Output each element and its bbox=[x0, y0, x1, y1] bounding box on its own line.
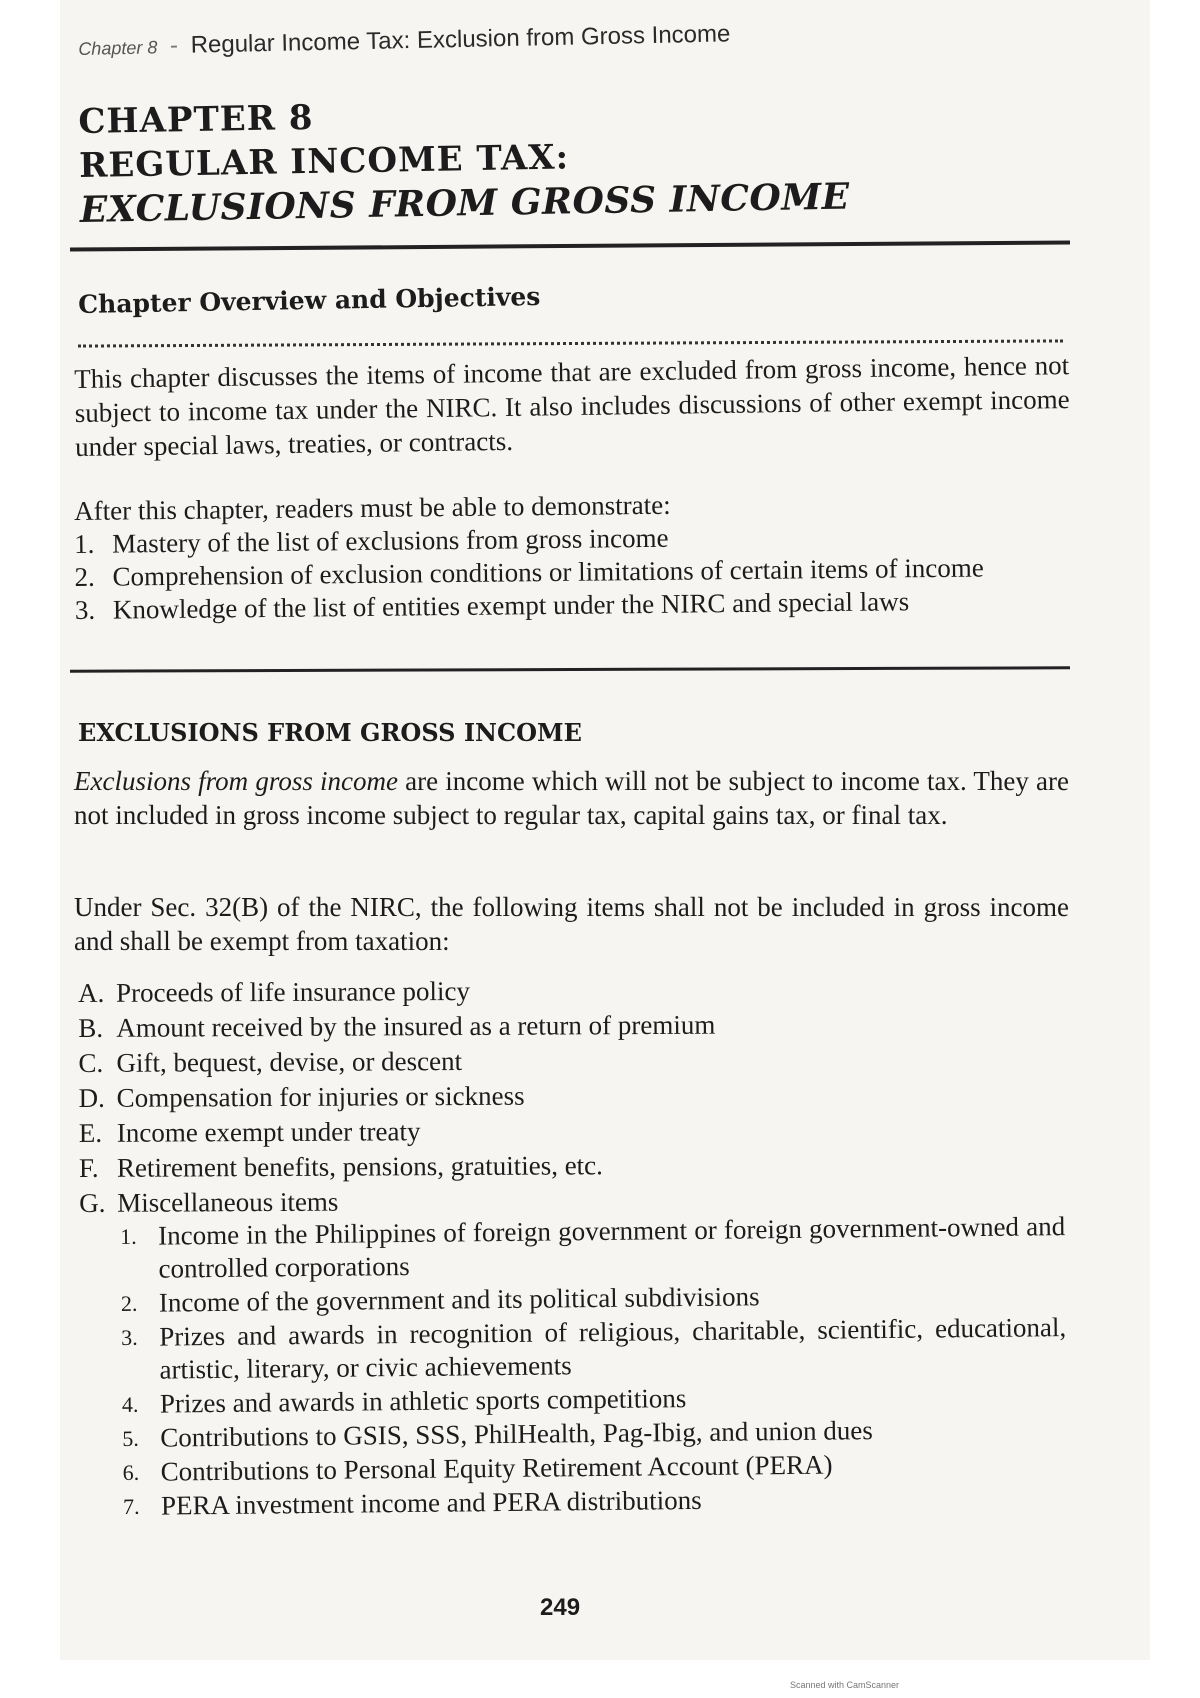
exclusion-item-marker: C. bbox=[78, 1047, 104, 1078]
exclusion-item-text: Amount received by the insured as a return of premium bbox=[116, 1009, 716, 1043]
running-head-title: Regular Income Tax: Exclusion from Gross Income bbox=[190, 20, 731, 59]
misc-item-text: Income of the government and its political subdivisions bbox=[158, 1281, 760, 1318]
objective-item-text: Knowledge of the list of entities exempt under the NIRC and special laws bbox=[112, 586, 910, 625]
exclusions-heading: EXCLUSIONS FROM GROSS INCOME bbox=[78, 718, 582, 747]
exclusion-item-marker: B. bbox=[78, 1012, 104, 1043]
exclusion-item-text: Proceeds of life insurance policy bbox=[116, 975, 471, 1008]
misc-item-marker: 3. bbox=[121, 1324, 138, 1350]
running-head-chapter: Chapter 8 bbox=[78, 37, 158, 59]
exclusion-item-text: Income exempt under treaty bbox=[116, 1116, 421, 1148]
overview-heading: Chapter Overview and Objectives bbox=[78, 281, 541, 319]
misc-item bbox=[120, 1210, 1066, 1286]
objectives-list bbox=[74, 518, 1070, 627]
overview-intro: This chapter discusses the items of income that are excluded from gross income, hence not subject to income tax under the NIRC. It also includes discussions of other exempt income under special laws, treaties, or contracts. bbox=[74, 350, 1070, 462]
exclusion-item-marker: A. bbox=[78, 977, 105, 1008]
exclusion-item-marker: D. bbox=[78, 1082, 105, 1113]
chapter-subtitle: EXCLUSIONS FROM GROSS INCOME bbox=[79, 175, 850, 231]
chapter-number: CHAPTER 8 bbox=[78, 97, 314, 142]
sec-32b-lead: Under Sec. 32(B) of the NIRC, the following items shall not be included in gross income and shall be exempt from taxation: bbox=[74, 892, 1069, 956]
misc-item-marker: 4. bbox=[121, 1391, 139, 1417]
misc-item-text: Prizes and awards in recognition of religious, charitable, scientific, educational, artistic, literary, or civic achievements bbox=[159, 1312, 1067, 1385]
exclusion-item-text: Miscellaneous items bbox=[117, 1186, 339, 1218]
misc-item-text: Contributions to Personal Equity Retirement Account (PERA) bbox=[160, 1449, 833, 1487]
exclusions-list bbox=[78, 971, 1069, 1221]
misc-item-marker: 2. bbox=[120, 1290, 138, 1316]
exclusion-item bbox=[79, 1146, 1069, 1186]
page-number: 249 bbox=[540, 1594, 581, 1621]
running-head-separator: - bbox=[169, 31, 179, 60]
objective-item-marker: 2. bbox=[74, 561, 95, 592]
objective-item-marker: 3. bbox=[74, 594, 96, 625]
exclusion-item-marker: E. bbox=[78, 1117, 103, 1148]
definition-rest: are income which will not be subject to income tax. They are not included in gross income subject to regular tax, capital gains tax, or final tax. bbox=[74, 766, 1069, 830]
exclusion-item-marker: G. bbox=[79, 1187, 106, 1218]
misc-item-text: Income in the Philippines of foreign government or foreign government-owned and controlled corporations bbox=[158, 1211, 1066, 1284]
misc-item bbox=[121, 1311, 1067, 1387]
exclusion-item bbox=[78, 1006, 1068, 1046]
definition-term: Exclusions from gross income bbox=[74, 766, 398, 796]
exclusion-item bbox=[79, 1076, 1069, 1116]
chapter-title-line: REGULAR INCOME TAX: bbox=[78, 137, 570, 186]
miscellaneous-items-list bbox=[120, 1210, 1068, 1524]
misc-item-text: Contributions to GSIS, SSS, PhilHealth, Pag-Ibig, and union dues bbox=[160, 1415, 873, 1453]
misc-item-text: PERA investment income and PERA distributions bbox=[160, 1484, 702, 1521]
misc-item-marker: 5. bbox=[122, 1425, 139, 1451]
misc-item-marker: 1. bbox=[120, 1223, 137, 1249]
exclusion-item-text: Retirement benefits, pensions, gratuities, etc. bbox=[116, 1150, 603, 1183]
scanner-watermark: Scanned with CamScanner bbox=[790, 1680, 900, 1690]
exclusion-item bbox=[79, 1111, 1069, 1151]
misc-item-marker: 7. bbox=[122, 1493, 140, 1519]
objective-item-marker: 1. bbox=[74, 528, 95, 559]
objective-item-text: Mastery of the list of exclusions from gross income bbox=[112, 522, 669, 559]
objectives-lead: After this chapter, readers must be able to demonstrate: bbox=[74, 489, 671, 526]
exclusions-definition bbox=[74, 764, 1069, 832]
exclusion-item bbox=[78, 971, 1068, 1011]
exclusion-item-text: Compensation for injuries or sickness bbox=[116, 1080, 525, 1113]
exclusion-item-text: Gift, bequest, devise, or descent bbox=[116, 1045, 463, 1078]
exclusion-item bbox=[78, 1041, 1068, 1081]
misc-item-text: Prizes and awards in athletic sports competitions bbox=[159, 1383, 687, 1419]
exclusion-item-marker: F. bbox=[78, 1152, 99, 1183]
misc-item-marker: 6. bbox=[122, 1459, 140, 1485]
objective-item-text: Comprehension of exclusion conditions or limitations of certain items of income bbox=[112, 552, 984, 592]
chapter-title bbox=[78, 83, 1080, 232]
